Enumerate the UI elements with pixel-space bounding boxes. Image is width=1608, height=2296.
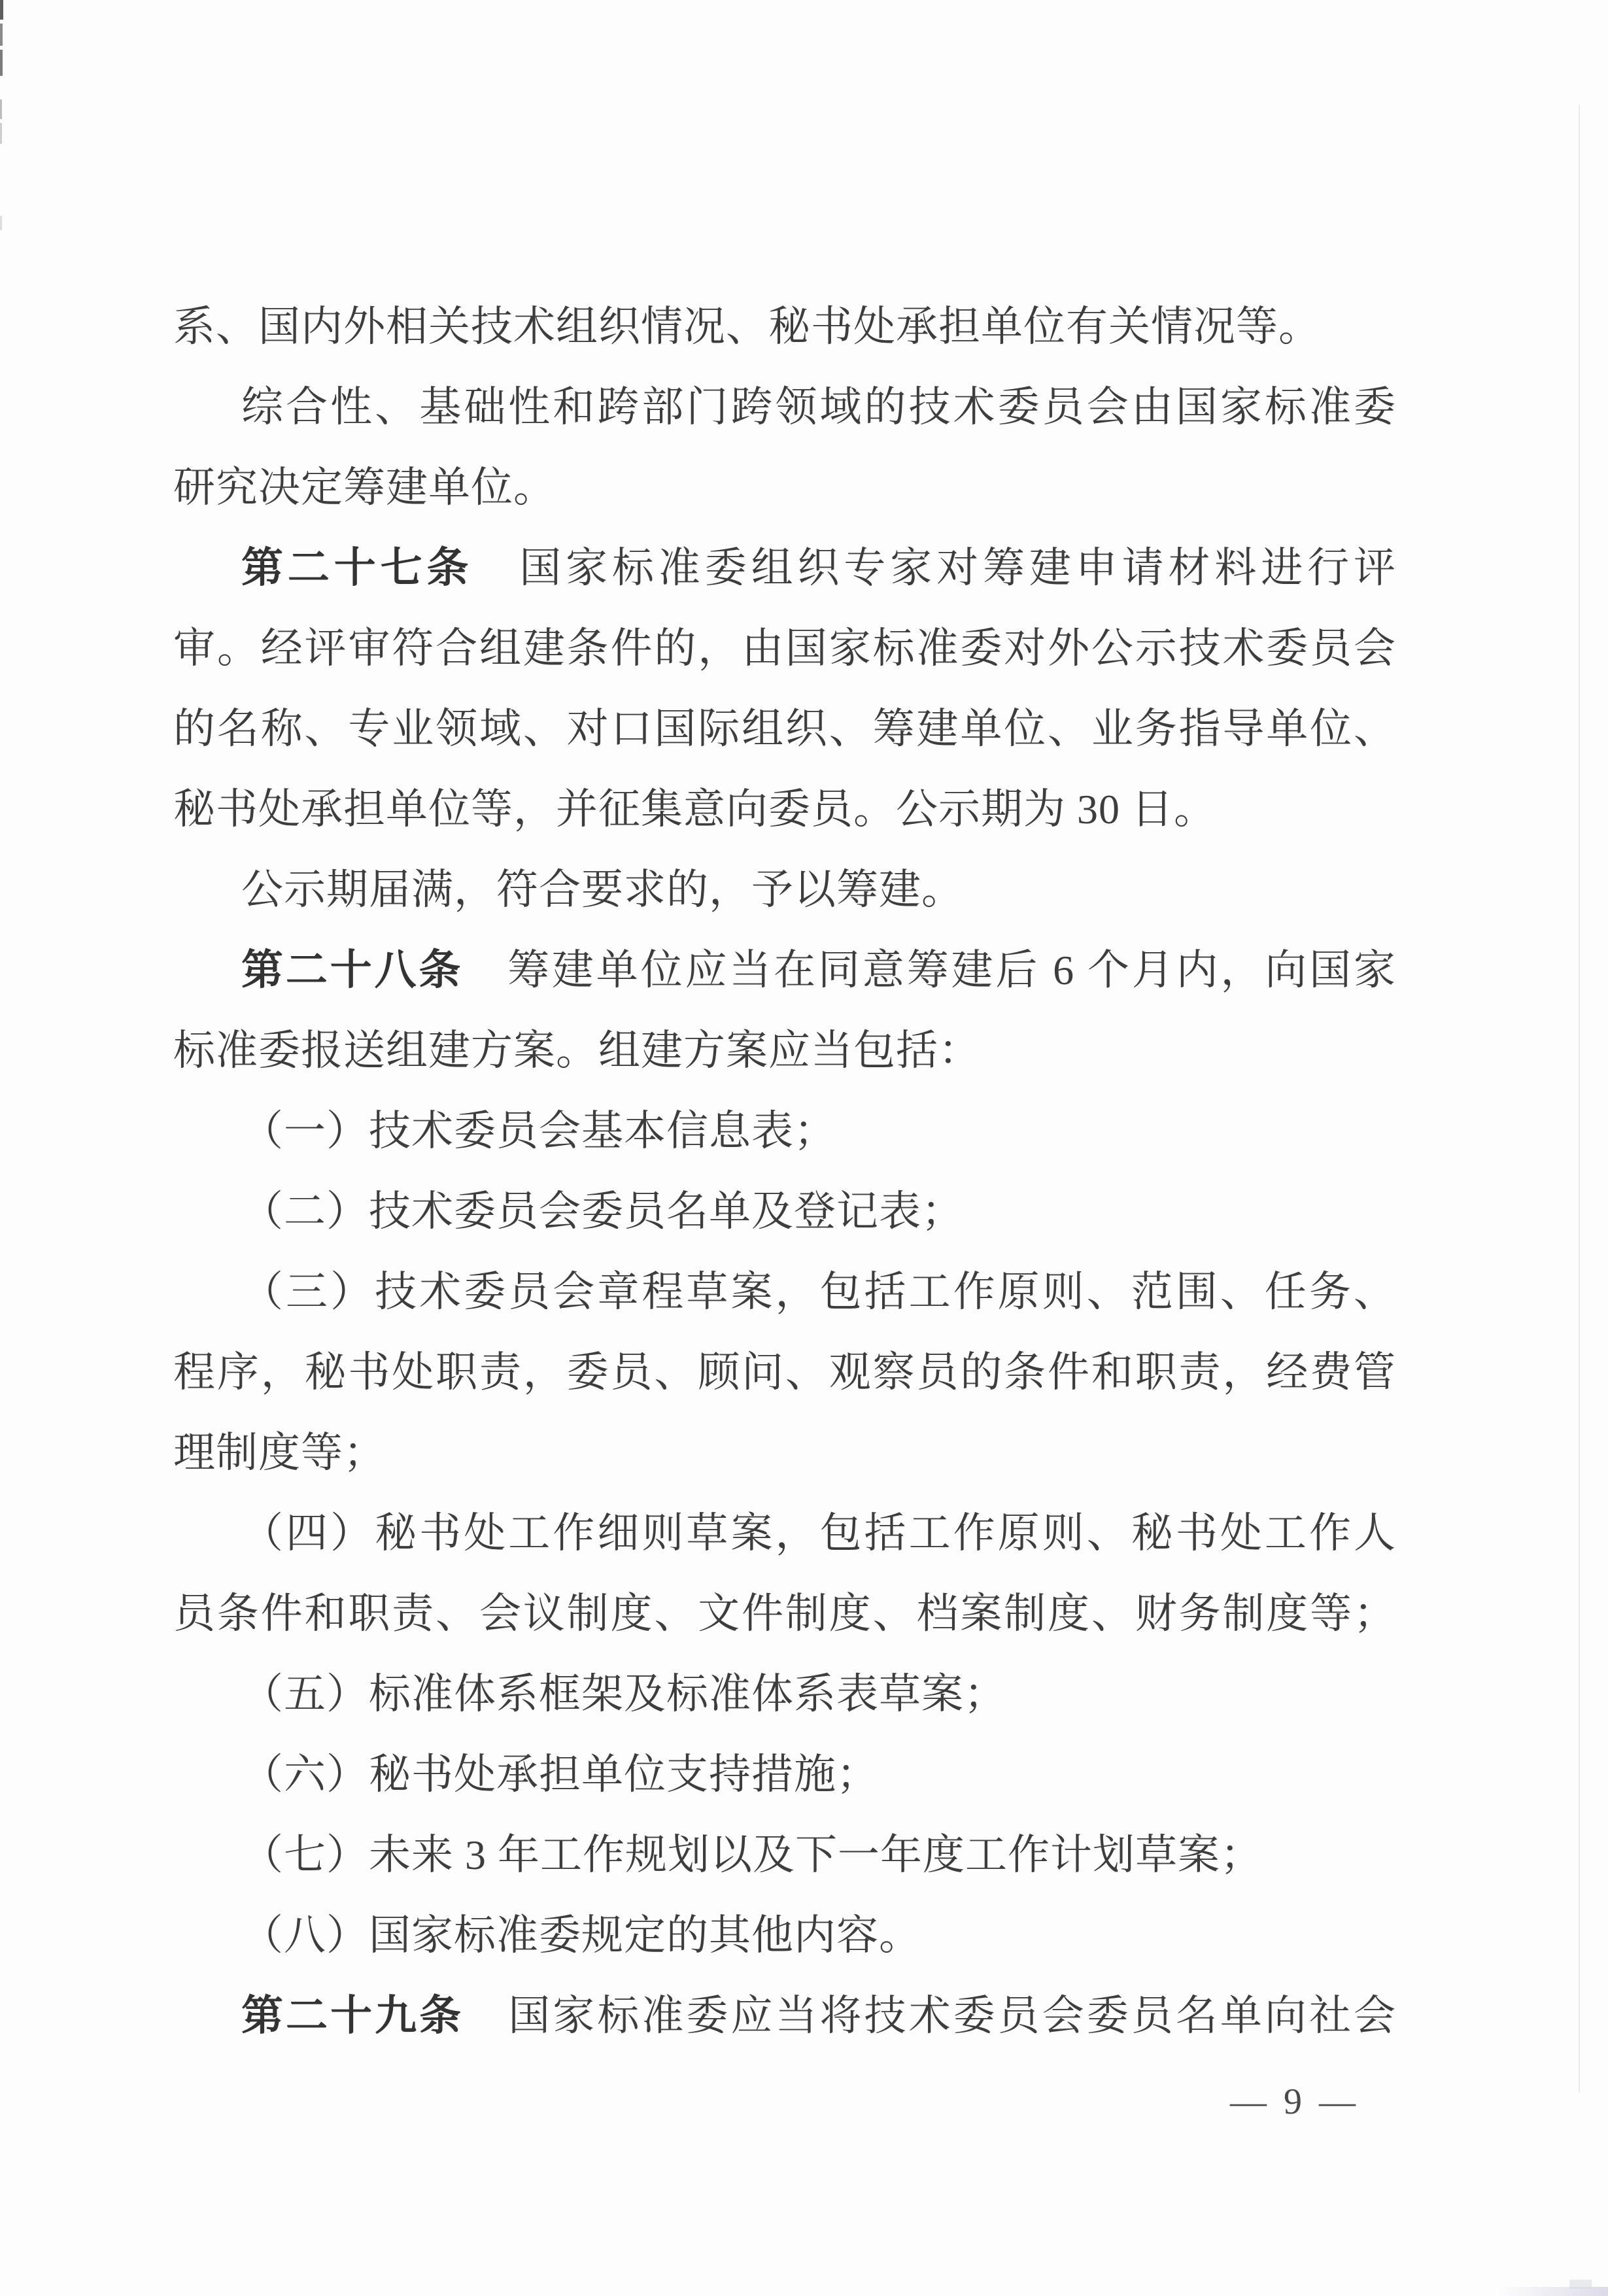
scan-artifact-left-edge	[0, 216, 2, 230]
scan-artifact-left-edge	[0, 0, 3, 20]
text-line	[173, 1171, 1396, 1252]
article-number: 第二十九条	[241, 1993, 464, 2039]
page-number: — 9 —	[1230, 2082, 1360, 2122]
text-run: 理制度等；	[173, 1430, 386, 1476]
scan-artifact-left-edge	[0, 99, 2, 119]
scan-artifact-corner-tint	[1497, 2287, 1608, 2296]
text-line	[173, 849, 1396, 930]
text-run: 标准委报送组建方案。组建方案应当包括：	[173, 1027, 981, 1074]
text-line	[173, 1976, 1396, 2056]
text-run: （三）技术委员会章程草案，包括工作原则、范围、任务、	[241, 1269, 1396, 1315]
text-run: （四）秘书处工作细则草案，包括工作原则、秘书处工作人	[241, 1510, 1396, 1556]
text-run: 员条件和职责、会议制度、文件制度、档案制度、财务制度等；	[173, 1590, 1396, 1637]
document-lines	[173, 286, 1396, 2056]
scan-artifact-right-line	[1579, 105, 1580, 2093]
text-line	[173, 930, 1396, 1010]
text-run: 审。经评审符合组建条件的，由国家标准委对外公示技术委员会	[173, 625, 1396, 672]
article-number: 第二十八条	[241, 947, 464, 993]
text-line	[173, 528, 1396, 608]
text-line	[173, 1654, 1396, 1734]
text-run: 秘书处承担单位等，并征集意向委员。公示期为 30 日。	[173, 786, 1216, 832]
scan-artifact-left-edge	[0, 50, 3, 76]
text-run: 国家标准委应当将技术委员会委员名单向社会	[464, 1993, 1397, 2039]
text-line	[173, 1895, 1396, 1976]
text-line	[173, 1573, 1396, 1654]
text-line	[173, 689, 1396, 769]
text-run: 筹建单位应当在同意筹建后 6 个月内，向国家	[463, 947, 1397, 993]
text-run: （七）未来 3 年工作规划以及下一年度工作计划草案；	[241, 1832, 1263, 1878]
text-line	[173, 1091, 1396, 1171]
text-run: 公示期届满，符合要求的，予以筹建。	[241, 866, 964, 913]
text-run: （五）标准体系框架及标准体系表草案；	[241, 1671, 1006, 1717]
text-line	[173, 1010, 1396, 1091]
text-run: （八）国家标准委规定的其他内容。	[241, 1912, 921, 1959]
article-number: 第二十七条	[241, 545, 473, 591]
text-line	[173, 1332, 1396, 1413]
text-line	[173, 1493, 1396, 1573]
text-run: 研究决定筹建单位。	[173, 464, 556, 511]
text-line	[173, 1815, 1396, 1895]
text-line	[173, 769, 1396, 849]
text-run: 的名称、专业领域、对口国际组织、筹建单位、业务指导单位、	[173, 706, 1396, 752]
text-run: 系、国内外相关技术组织情况、秘书处承担单位有关情况等。	[173, 303, 1321, 350]
text-run: （六）秘书处承担单位支持措施；	[241, 1751, 879, 1798]
scan-artifact-corner-chip	[1569, 2280, 1592, 2289]
text-run: 综合性、基础性和跨部门跨领域的技术委员会由国家标准委	[241, 384, 1396, 430]
text-run: 程序，秘书处职责，委员、顾问、观察员的条件和职责，经费管	[173, 1349, 1396, 1396]
text-line	[173, 1734, 1396, 1815]
text-run: （一）技术委员会基本信息表；	[241, 1108, 836, 1154]
text-line	[173, 608, 1396, 689]
text-run: （二）技术委员会委员名单及登记表；	[241, 1188, 964, 1235]
text-run: 国家标准委组织专家对筹建申请材料进行评	[473, 545, 1396, 591]
text-line	[173, 367, 1396, 447]
scan-artifact-left-edge	[0, 24, 3, 46]
scan-artifact-left-edge	[0, 123, 2, 144]
text-line	[173, 1413, 1396, 1493]
text-line	[173, 286, 1396, 367]
text-line	[173, 1252, 1396, 1332]
text-line	[173, 447, 1396, 528]
